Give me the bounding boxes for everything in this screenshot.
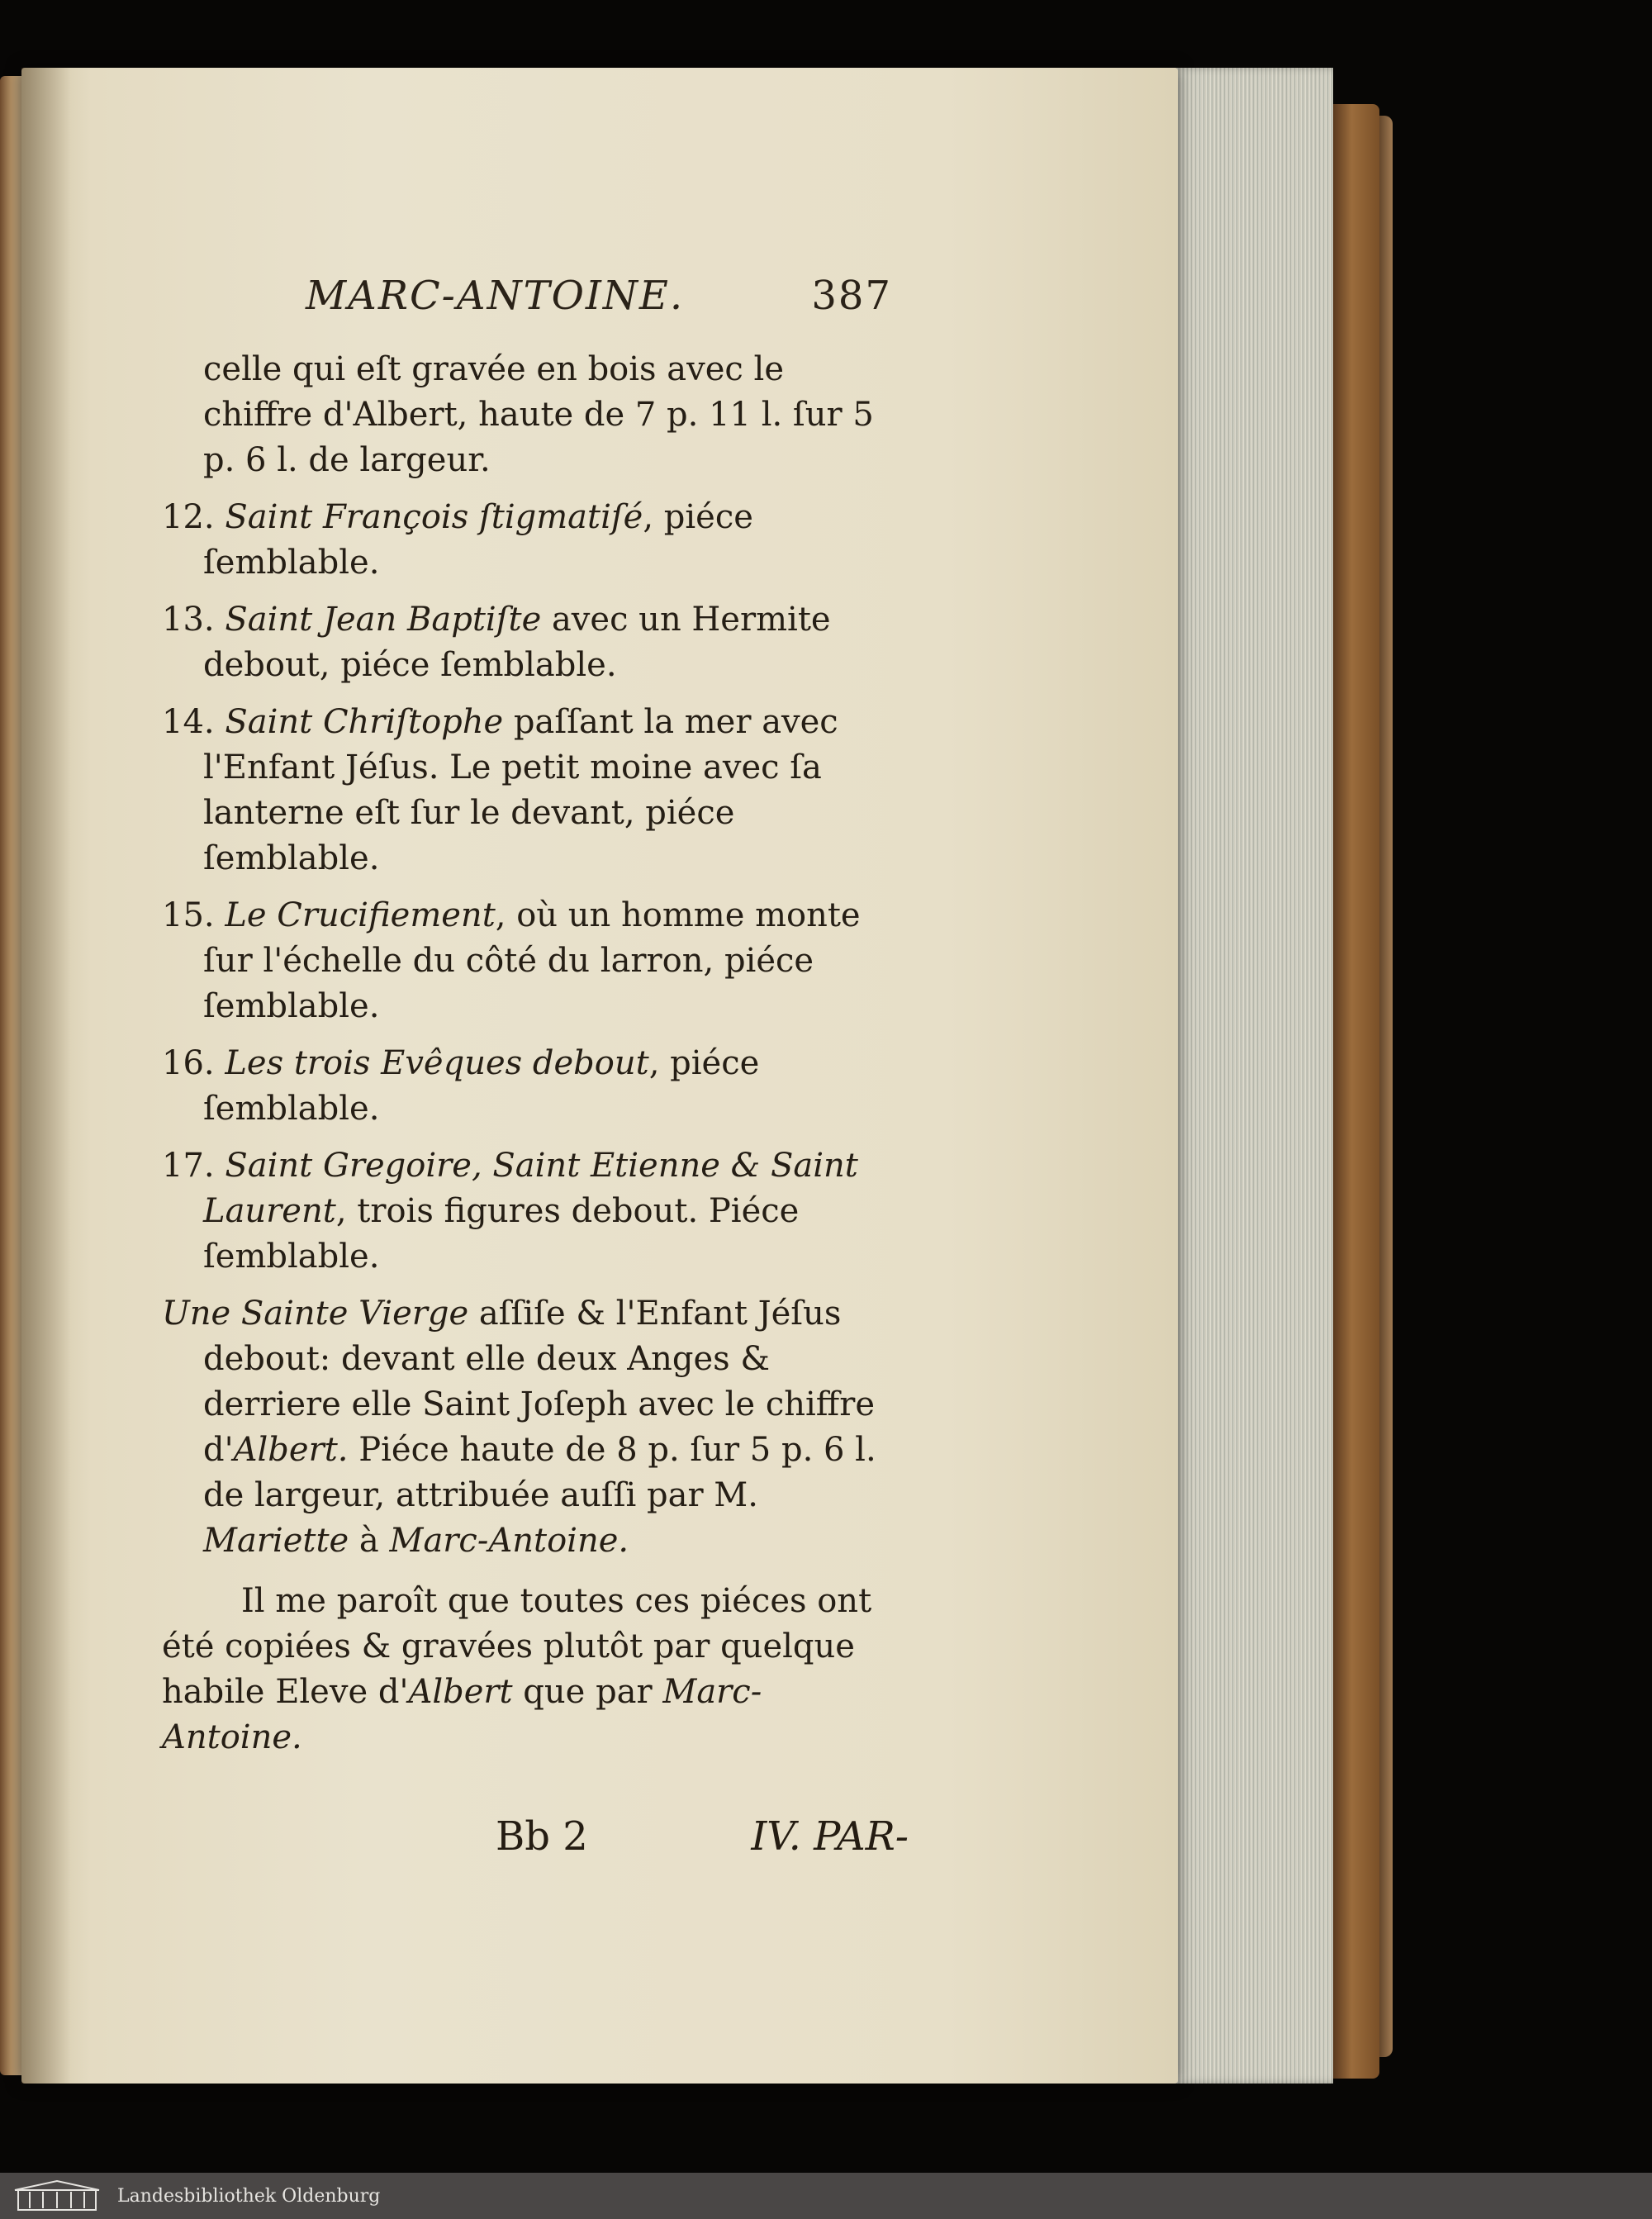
running-title: MARC-ANTOINE. <box>306 273 685 319</box>
entry-text: , piéce ſemblable. <box>203 1044 760 1128</box>
entry-italic-albert: Albert. <box>233 1431 349 1469</box>
catalogue-entry-15 <box>162 893 897 1029</box>
entry-text-3: à <box>349 1522 390 1560</box>
cover-board <box>1333 104 1379 2079</box>
closing-text: Il me paroît que toutes ces piéces ont été copiées & gravées plutôt par quelque habile Eleve d' <box>162 1582 872 1711</box>
entry-text: , où un homme monte ſur l'échelle du côté du larron, piéce ſemblable. <box>203 896 861 1025</box>
closing-text-2: que par <box>512 1673 663 1711</box>
closing-paragraph <box>162 1579 897 1760</box>
entry-title: Saint François ſtigmatiſé <box>225 498 643 536</box>
entry-text: aſſiſe & l'Enfant Jéſus debout: devant elle deux Anges & derriere elle Saint Joſeph avec le chiffre d' <box>203 1295 875 1469</box>
entry-text: avec un Hermite debout, piéce ſemblable. <box>203 601 831 684</box>
entry-italic-mariette: Mariette <box>203 1522 349 1560</box>
entry-number: 12. <box>162 498 215 536</box>
library-footer-bar <box>0 2173 1652 2219</box>
library-name: Landesbibliothek Oldenburg <box>117 2185 381 2207</box>
entry-text-2: Piéce haute de 8 p. ſur 5 p. 6 l. de largeur, attribuée auſſi par M. <box>203 1431 876 1514</box>
catalogue-entry-12 <box>162 495 897 586</box>
entry-title: Saint Gregoire, Saint Etienne & Saint Laurent <box>203 1147 858 1230</box>
signature-mark: Bb 2 <box>496 1813 588 1860</box>
catalogue-entry-17 <box>162 1143 897 1280</box>
catchword: IV. PAR- <box>751 1813 909 1860</box>
catalogue-entry-16 <box>162 1041 897 1132</box>
entry-number: 13. <box>162 601 215 639</box>
entry-text: , piéce ſemblable. <box>203 498 753 582</box>
closing-italic-albert: Albert <box>408 1673 513 1711</box>
continuation-paragraph: celle qui eſt gravée en bois avec le chiffre d'Albert, haute de 7 p. 11 l. ſur 5 p. 6 l. de largeur. <box>203 350 874 479</box>
entry-title: Les trois Evêques debout <box>225 1044 649 1082</box>
entry-title: Une Sainte Vierge <box>162 1295 469 1333</box>
entry-italic-marc-antoine: Marc-Antoine. <box>389 1522 629 1560</box>
page-number: 387 <box>811 273 892 319</box>
entry-number: 17. <box>162 1147 215 1185</box>
catalogue-entry-13 <box>162 597 897 688</box>
entry-title: Saint Chriſtophe <box>225 703 504 741</box>
catalogue-entry-14 <box>162 700 897 881</box>
entry-number: 14. <box>162 703 215 741</box>
entry-text: paſſant la mer avec l'Enfant Jéſus. Le petit moine avec ſa lanterne eſt ſur le devant, piéce ſemblable. <box>203 703 838 877</box>
page-block-edges <box>1160 68 1333 2084</box>
library-building-icon <box>12 2179 102 2213</box>
catalogue-entry-vierge <box>162 1291 897 1564</box>
entry-number: 15. <box>162 896 215 934</box>
running-head <box>306 273 892 319</box>
page-text <box>162 347 897 1760</box>
entry-number: 16. <box>162 1044 215 1082</box>
entry-title: Saint Jean Baptiſte <box>225 601 542 639</box>
closing-italic-marc-antoine: Marc-Antoine. <box>162 1673 762 1756</box>
entry-title: Le Crucifiement <box>225 896 496 934</box>
entry-text: , trois figures debout. Piéce ſemblable. <box>203 1192 800 1276</box>
